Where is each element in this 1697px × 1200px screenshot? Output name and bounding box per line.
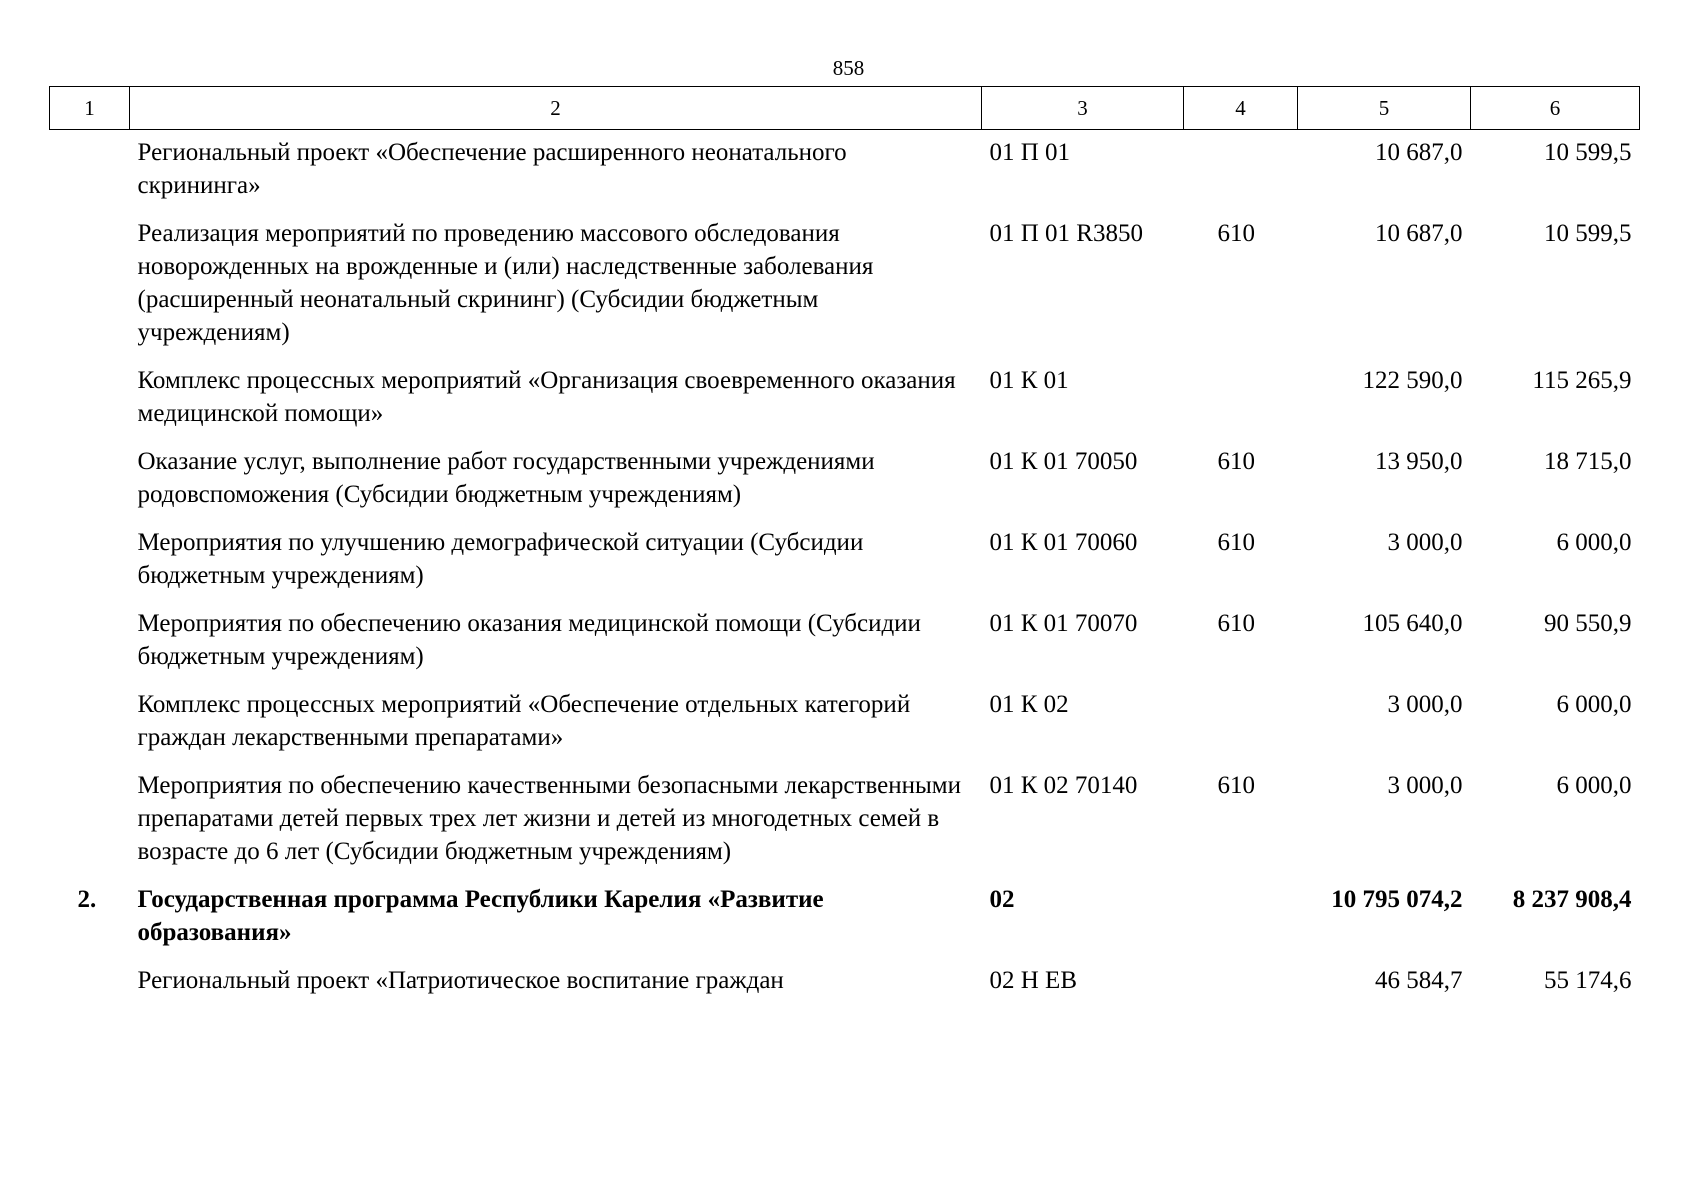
amount-year-1: 10 687,0 xyxy=(1375,139,1463,166)
expense-type-code xyxy=(1184,681,1298,762)
target-article-code: 01 К 02 xyxy=(989,691,1069,718)
amount-year-2: 55 174,6 xyxy=(1544,967,1632,994)
column-header-3: 3 xyxy=(982,87,1184,130)
table-header xyxy=(50,87,1640,130)
row-number xyxy=(50,957,130,1005)
column-header-4: 4 xyxy=(1184,87,1298,130)
amount-year-1: 3 000,0 xyxy=(1387,772,1463,799)
expense-type-code xyxy=(1184,876,1298,957)
expense-type-code: 610 xyxy=(1217,772,1255,799)
row-number xyxy=(50,438,130,519)
row-number: 2. xyxy=(77,886,97,913)
expense-type-code xyxy=(1184,957,1298,1005)
amount-year-1: 122 590,0 xyxy=(1362,367,1463,394)
column-header-6: 6 xyxy=(1471,87,1640,130)
column-header-2: 2 xyxy=(130,87,982,130)
row-name: Реализация мероприятий по проведению массового обследования новорожденных на врожденные и (или) наследственные заболевания (расширенный неонатальный скрининг) (Субсидии бюджетным учреждениям) xyxy=(137,220,874,346)
target-article-code: 01 К 01 70060 xyxy=(989,529,1138,556)
row-name: Региональный проект «Обеспечение расширенного неонатального скрининга» xyxy=(137,139,847,199)
row-name: Мероприятия по улучшению демографической ситуации (Субсидии бюджетным учреждениям) xyxy=(137,529,864,589)
target-article-code: 01 К 02 70140 xyxy=(989,772,1138,799)
amount-year-2: 10 599,5 xyxy=(1544,139,1632,166)
page-number: 858 xyxy=(832,56,865,80)
amount-year-1: 105 640,0 xyxy=(1362,610,1463,637)
table-row xyxy=(50,762,1640,876)
amount-year-2: 10 599,5 xyxy=(1544,220,1632,247)
column-header-5: 5 xyxy=(1298,87,1471,130)
table-row xyxy=(50,681,1640,762)
amount-year-1: 10 687,0 xyxy=(1375,220,1463,247)
table-row xyxy=(50,210,1640,357)
table-row xyxy=(50,600,1640,681)
row-number xyxy=(50,762,130,876)
amount-year-2: 6 000,0 xyxy=(1556,529,1632,556)
target-article-code: 01 П 01 R3850 xyxy=(989,220,1143,247)
row-name: Оказание услуг, выполнение работ государственными учреждениями родовспоможения (Субсидии бюджетным учреждениям) xyxy=(137,448,875,508)
amount-year-2: 90 550,9 xyxy=(1544,610,1632,637)
target-article-code: 01 К 01 xyxy=(989,367,1069,394)
row-number xyxy=(50,681,130,762)
row-number xyxy=(50,357,130,438)
expense-type-code: 610 xyxy=(1217,529,1255,556)
row-name: Региональный проект «Патриотическое воспитание граждан xyxy=(137,967,784,994)
column-header-1: 1 xyxy=(50,87,130,130)
table-row xyxy=(50,519,1640,600)
amount-year-1: 13 950,0 xyxy=(1375,448,1463,475)
amount-year-2: 6 000,0 xyxy=(1556,772,1632,799)
expense-type-code: 610 xyxy=(1217,610,1255,637)
target-article-code: 02 xyxy=(989,886,1015,913)
column-number-row xyxy=(50,87,1640,130)
expense-type-code xyxy=(1184,357,1298,438)
row-number xyxy=(50,130,130,211)
amount-year-2: 18 715,0 xyxy=(1544,448,1632,475)
row-number xyxy=(50,210,130,357)
table-row xyxy=(50,957,1640,1005)
table-row xyxy=(50,130,1640,211)
row-name: Мероприятия по обеспечению оказания медицинской помощи (Субсидии бюджетным учреждениям) xyxy=(137,610,921,670)
table-row xyxy=(50,438,1640,519)
expense-type-code xyxy=(1184,130,1298,211)
amount-year-1: 46 584,7 xyxy=(1375,967,1463,994)
amount-year-1: 3 000,0 xyxy=(1387,691,1463,718)
amount-year-2: 8 237 908,4 xyxy=(1512,886,1632,913)
row-number xyxy=(50,600,130,681)
amount-year-1: 3 000,0 xyxy=(1387,529,1463,556)
amount-year-2: 115 265,9 xyxy=(1532,367,1632,394)
budget-table xyxy=(49,86,1640,1005)
expense-type-code: 610 xyxy=(1217,448,1255,475)
table-row xyxy=(50,357,1640,438)
amount-year-2: 6 000,0 xyxy=(1556,691,1632,718)
row-name: Комплекс процессных мероприятий «Обеспечение отдельных категорий граждан лекарственными препаратами» xyxy=(137,691,911,751)
row-number xyxy=(50,519,130,600)
row-name: Государственная программа Республики Карелия «Развитие образования» xyxy=(137,886,824,946)
expense-type-code: 610 xyxy=(1217,220,1255,247)
amount-year-1: 10 795 074,2 xyxy=(1331,886,1463,913)
target-article-code: 02 Н EВ xyxy=(989,967,1077,994)
target-article-code: 01 К 01 70050 xyxy=(989,448,1138,475)
table-body xyxy=(50,130,1640,1006)
target-article-code: 01 К 01 70070 xyxy=(989,610,1138,637)
target-article-code: 01 П 01 xyxy=(989,139,1071,166)
table-row xyxy=(50,876,1640,957)
row-name: Мероприятия по обеспечению качественными безопасными лекарственными препаратами детей первых трех лет жизни и детей из многодетных семей в возрасте до 6 лет (Субсидии бюджетным учреждениям) xyxy=(137,772,961,865)
row-name: Комплекс процессных мероприятий «Организация своевременного оказания медицинской помощи» xyxy=(137,367,956,427)
